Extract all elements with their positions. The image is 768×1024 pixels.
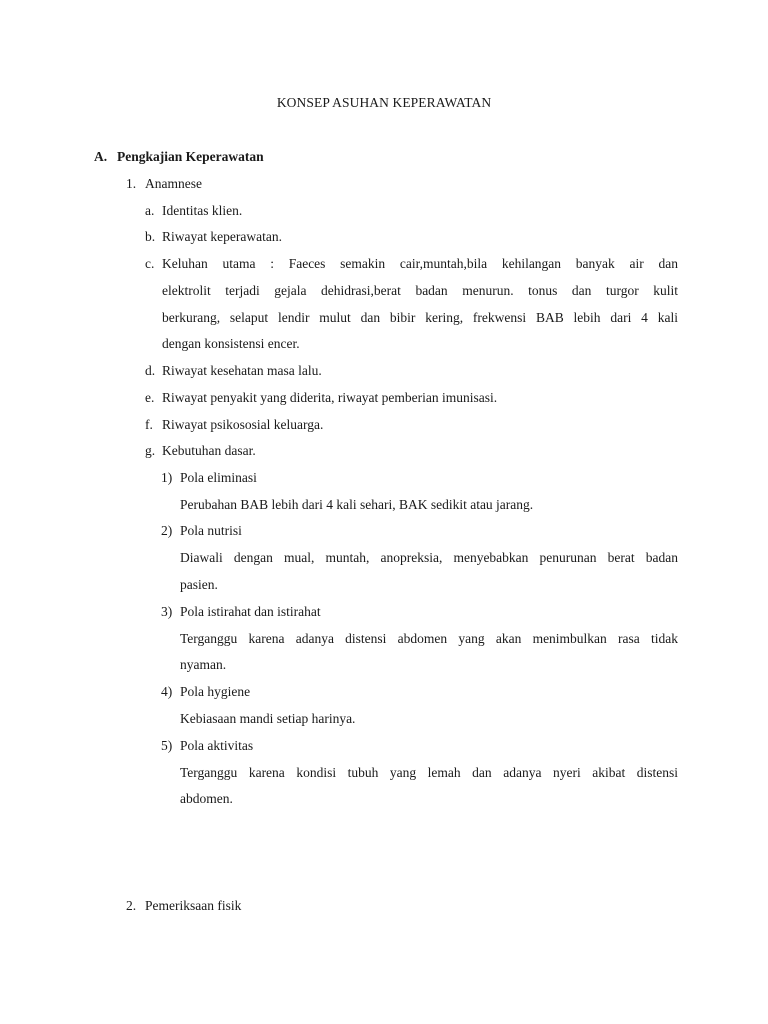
need-5-marker: 5)	[161, 738, 173, 753]
need-3-marker: 3)	[161, 604, 173, 619]
need-1-marker: 1)	[161, 470, 173, 485]
need-3-line-1: Terganggu karena adanya distensi abdomen yang akan menimbulkan rasa tidak	[180, 631, 678, 646]
need-2-label: Pola nutrisi	[180, 523, 242, 538]
need-5-line-1: Terganggu karena kondisi tubuh yang lemah dan adanya nyeri akibat distensi	[180, 765, 678, 780]
sub-item-b-text: Riwayat keperawatan.	[162, 229, 282, 244]
item-2-label: Pemeriksaan fisik	[145, 898, 242, 913]
need-5-line-2: abdomen.	[180, 791, 233, 806]
sub-item-c-line-1: Keluhan utama : Faeces semakin cair,muntah,bila kehilangan banyak air dan	[162, 256, 678, 271]
sub-item-c-line-2: elektrolit terjadi gejala dehidrasi,berat badan menurun. tonus dan turgor kulit	[162, 283, 678, 298]
sub-item-d-text: Riwayat kesehatan masa lalu.	[162, 363, 322, 378]
need-2-line-1: Diawali dengan mual, muntah, anopreksia, menyebabkan penurunan berat badan	[180, 550, 678, 565]
sub-item-c-marker: c.	[145, 256, 155, 271]
sub-item-a-text: Identitas klien.	[162, 203, 243, 218]
need-5-label: Pola aktivitas	[180, 738, 254, 753]
section-a-marker: A.	[94, 149, 108, 164]
need-1-line-1: Perubahan BAB lebih dari 4 kali sehari, BAK sedikit atau jarang.	[180, 497, 534, 512]
need-3-line-2: nyaman.	[180, 657, 227, 672]
item-1-marker: 1.	[126, 176, 137, 191]
need-1-label: Pola eliminasi	[180, 470, 257, 485]
sub-item-c-line-4: dengan konsistensi encer.	[162, 336, 300, 351]
sub-item-g-marker: g.	[145, 443, 156, 458]
sub-item-b-marker: b.	[145, 229, 156, 244]
need-2-marker: 2)	[161, 523, 173, 538]
section-a-heading: Pengkajian Keperawatan	[117, 149, 264, 164]
item-1-label: Anamnese	[145, 176, 202, 191]
sub-item-a-marker: a.	[145, 203, 155, 218]
sub-item-g-text: Kebutuhan dasar.	[162, 443, 256, 458]
need-4-line-1: Kebiasaan mandi setiap harinya.	[180, 711, 356, 726]
need-3-label: Pola istirahat dan istirahat	[180, 604, 321, 619]
need-4-marker: 4)	[161, 684, 173, 699]
sub-item-d-marker: d.	[145, 363, 156, 378]
need-4-label: Pola hygiene	[180, 684, 251, 699]
sub-item-e-text: Riwayat penyakit yang diderita, riwayat pemberian imunisasi.	[162, 390, 498, 405]
item-2-marker: 2.	[126, 898, 137, 913]
sub-item-c-line-3: berkurang, selaput lendir mulut dan bibir kering, frekwensi BAB lebih dari 4 kali	[162, 310, 678, 325]
sub-item-e-marker: e.	[145, 390, 155, 405]
sub-item-f-marker: f.	[145, 417, 153, 432]
sub-item-f-text: Riwayat psikososial keluarga.	[162, 417, 324, 432]
document-title: KONSEP ASUHAN KEPERAWATAN	[276, 95, 492, 110]
need-2-line-2: pasien.	[180, 577, 218, 592]
